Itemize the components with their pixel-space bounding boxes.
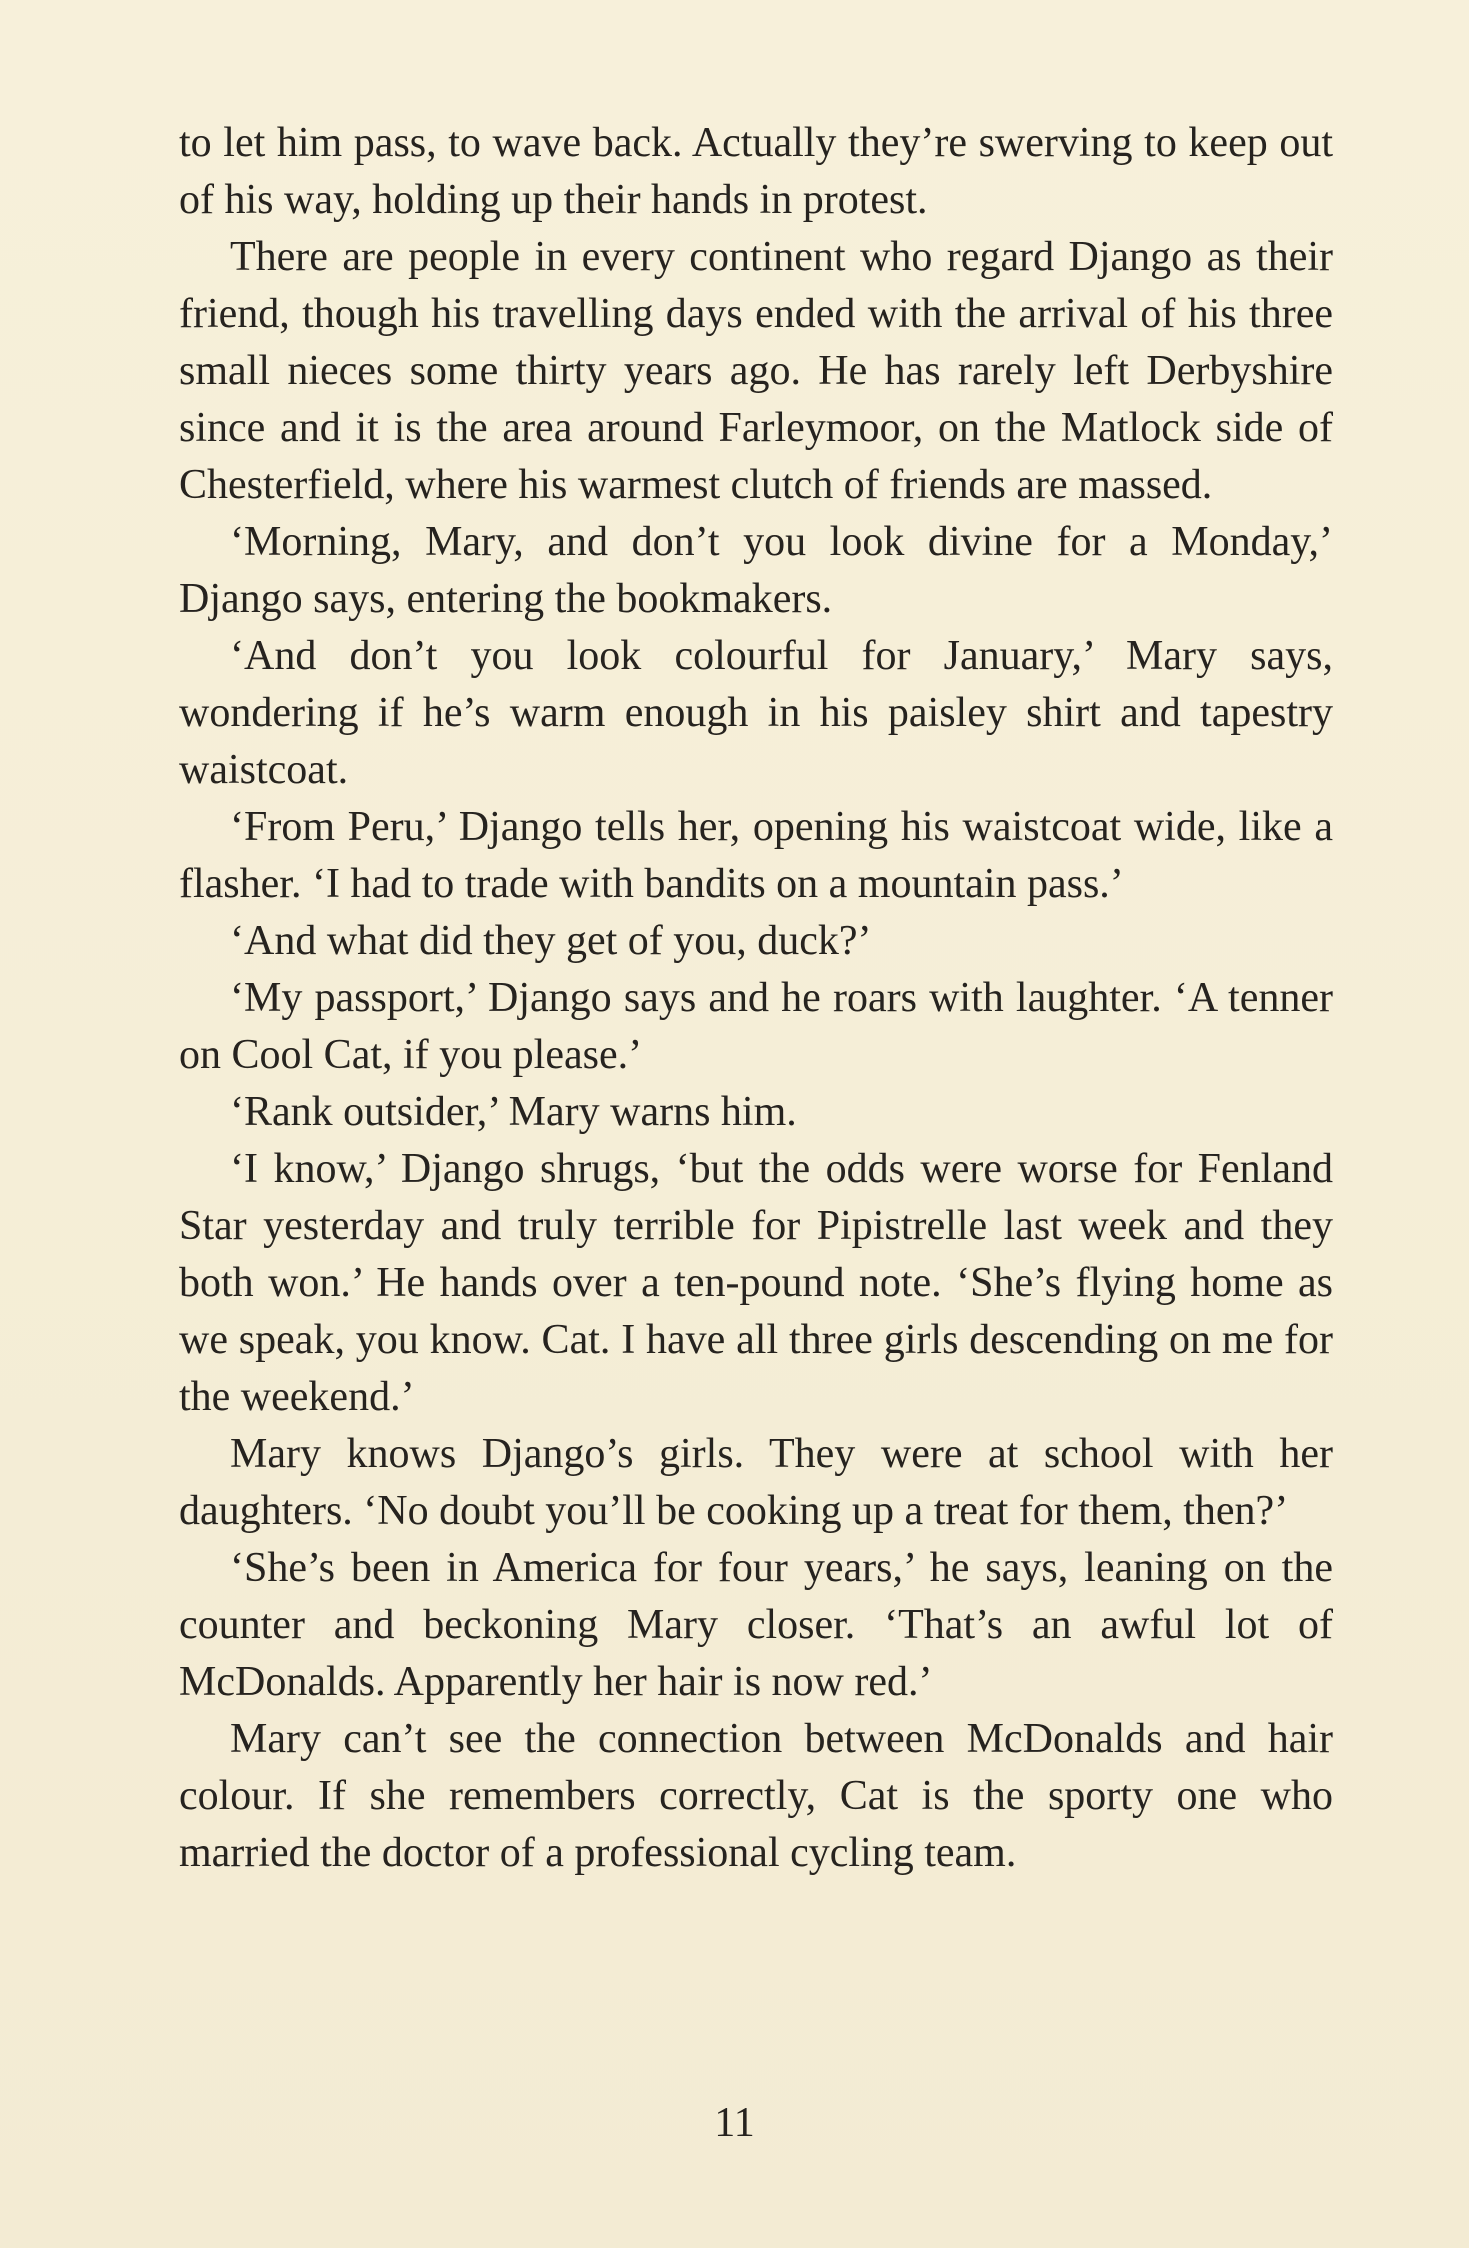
paragraph: ‘I know,’ Django shrugs, ‘but the odds were worse for Fenland Star yesterday and truly terrible for Pipistrelle last week and they both won.’ He hands over a ten-pound note. ‘She’s flying home as we speak, you know. Cat. I have all three girls descending on me for the weekend.’ [179,1146,1333,1420]
paragraph: Mary can’t see the connection between McDonalds and hair colour. If she remembers correctly, Cat is the sporty one who married the doctor of a professional cycling team. [179,1716,1333,1876]
body-text [179,115,1333,1882]
paragraph: to let him pass, to wave back. Actually they’re swerving to keep out of his way, holding up their hands in protest. [179,120,1333,223]
paragraph: ‘And don’t you look colourful for January,’ Mary says, wondering if he’s warm enough in his paisley shirt and tapestry waistcoat. [179,633,1333,793]
paragraph: ‘And what did they get of you, duck?’ [230,918,872,964]
paragraph: ‘She’s been in America for four years,’ he says, leaning on the counter and beckoning Mary closer. ‘That’s an awful lot of McDonalds. Apparently her hair is now red.’ [179,1545,1333,1705]
paragraph: There are people in every continent who regard Django as their friend, though his travelling days ended with the arrival of his three small nieces some thirty years ago. He has rarely left Derbyshire since and it is the area around Farleymoor, on the Matlock side of Chesterfield, where his warmest clutch of friends are massed. [179,234,1333,508]
paragraph: ‘From Peru,’ Django tells her, opening his waistcoat wide, like a flasher. ‘I had to trade with bandits on a mountain pass.’ [179,804,1333,907]
paragraph: ‘Rank outsider,’ Mary warns him. [230,1089,797,1135]
paragraph: ‘My passport,’ Django says and he roars with laughter. ‘A tenner on Cool Cat, if you please.’ [179,975,1333,1078]
page-number: 11 [714,2100,755,2146]
paragraph: Mary knows Django’s girls. They were at school with her daughters. ‘No doubt you’ll be cooking up a treat for them, then?’ [179,1431,1333,1534]
paragraph: ‘Morning, Mary, and don’t you look divine for a Monday,’ Django says, entering the bookmakers. [179,519,1333,622]
